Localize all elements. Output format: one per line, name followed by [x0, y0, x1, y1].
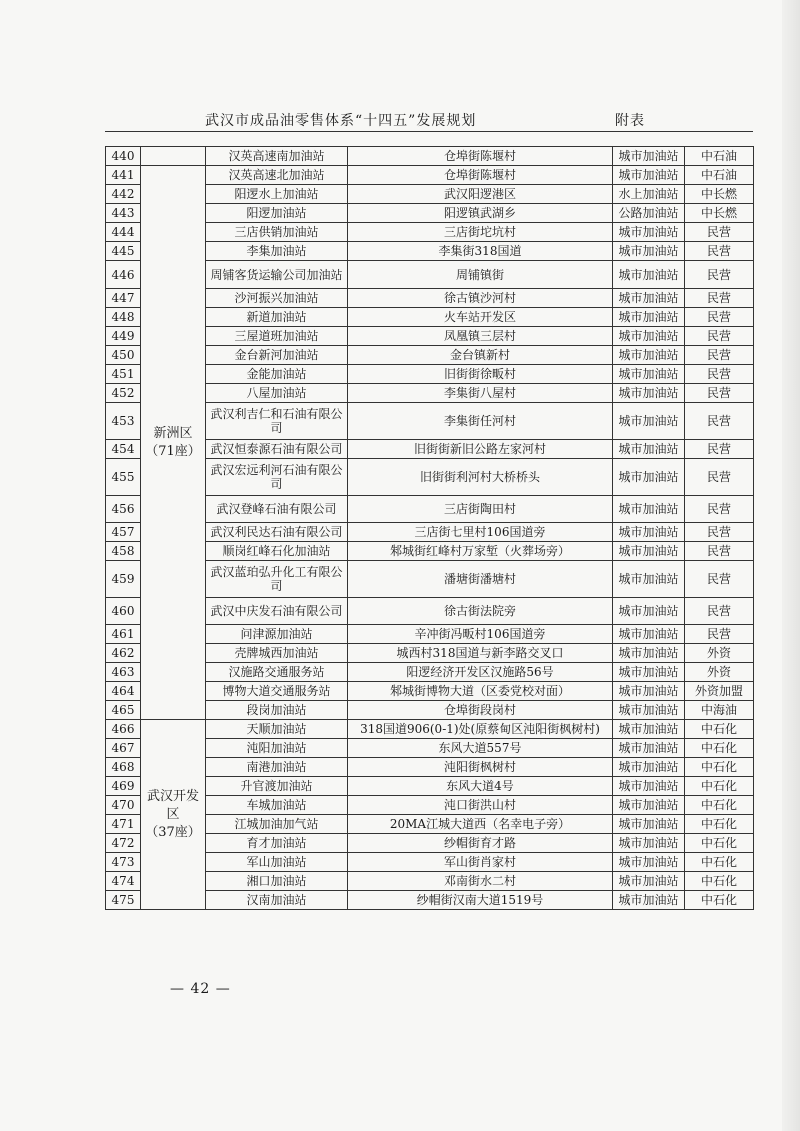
table-row: [106, 147, 754, 166]
region-station-count: （37座）: [145, 824, 201, 840]
row-number: 463: [106, 663, 141, 682]
document-title: 武汉市成品油零售体系“十四五”发展规划: [205, 113, 477, 129]
row-number: 443: [106, 204, 141, 223]
station-type: 城市加油站: [613, 796, 685, 815]
station-address: 武汉阳逻港区: [348, 185, 613, 204]
station-owner: 民营: [685, 327, 754, 346]
station-type: 城市加油站: [613, 777, 685, 796]
station-name: 武汉宏远利河石油有限公司: [206, 459, 348, 496]
row-number: 464: [106, 682, 141, 701]
station-owner: 中长燃: [685, 204, 754, 223]
station-type: 城市加油站: [613, 147, 685, 166]
station-owner: 中石化: [685, 777, 754, 796]
row-number: 473: [106, 853, 141, 872]
station-owner: 民营: [685, 403, 754, 440]
station-type: 城市加油站: [613, 242, 685, 261]
row-number: 468: [106, 758, 141, 777]
row-number: 457: [106, 523, 141, 542]
station-owner: 外资: [685, 663, 754, 682]
station-name: 三屋道班加油站: [206, 327, 348, 346]
station-name: 问津源加油站: [206, 625, 348, 644]
station-address: 阳逻镇武湖乡: [348, 204, 613, 223]
station-address: 东风大道4号: [348, 777, 613, 796]
station-address: 三店街坨坑村: [348, 223, 613, 242]
station-type: 城市加油站: [613, 308, 685, 327]
station-name: 段岗加油站: [206, 701, 348, 720]
row-number: 455: [106, 459, 141, 496]
station-type: 城市加油站: [613, 815, 685, 834]
station-address: 金台镇新村: [348, 346, 613, 365]
station-address: 仓埠街段岗村: [348, 701, 613, 720]
row-number: 451: [106, 365, 141, 384]
station-type: 城市加油站: [613, 327, 685, 346]
row-number: 475: [106, 891, 141, 910]
station-owner: 中石化: [685, 758, 754, 777]
station-name: 沌阳加油站: [206, 739, 348, 758]
gas-station-table: [105, 146, 754, 910]
station-type: 城市加油站: [613, 561, 685, 598]
station-owner: 中石油: [685, 147, 754, 166]
station-name: 湘口加油站: [206, 872, 348, 891]
station-type: 城市加油站: [613, 682, 685, 701]
station-name: 金台新河加油站: [206, 346, 348, 365]
station-type: 城市加油站: [613, 872, 685, 891]
station-name: 三店供销加油站: [206, 223, 348, 242]
station-owner: 中石化: [685, 815, 754, 834]
station-name: 汉英高速北加油站: [206, 166, 348, 185]
station-address: 20MA江城大道西（名幸电子旁）: [348, 815, 613, 834]
row-number: 444: [106, 223, 141, 242]
station-owner: 民营: [685, 242, 754, 261]
station-type: 城市加油站: [613, 758, 685, 777]
station-owner: 中石化: [685, 720, 754, 739]
row-number: 472: [106, 834, 141, 853]
station-type: 公路加油站: [613, 204, 685, 223]
table-row: [106, 166, 754, 185]
station-type: 城市加油站: [613, 663, 685, 682]
station-name: 武汉蓝珀弘升化工有限公司: [206, 561, 348, 598]
station-address: 仓埠街陈堰村: [348, 147, 613, 166]
station-address: 邾城街红峰村万家堑（火葬场旁）: [348, 542, 613, 561]
station-owner: 民营: [685, 440, 754, 459]
station-address: 凤凰镇三层村: [348, 327, 613, 346]
station-name: 南港加油站: [206, 758, 348, 777]
appendix-label: 附表: [615, 113, 645, 129]
station-address: 纱帽街汉南大道1519号: [348, 891, 613, 910]
region-cell: [141, 720, 206, 910]
station-owner: 民营: [685, 384, 754, 403]
station-type: 城市加油站: [613, 853, 685, 872]
station-name: 阳逻加油站: [206, 204, 348, 223]
row-number: 442: [106, 185, 141, 204]
station-type: 城市加油站: [613, 289, 685, 308]
station-owner: 外资: [685, 644, 754, 663]
station-address: 城西村318国道与新李路交叉口: [348, 644, 613, 663]
station-name: 武汉中庆发石油有限公司: [206, 598, 348, 625]
station-owner: 民营: [685, 365, 754, 384]
station-type: 城市加油站: [613, 166, 685, 185]
station-owner: 中石化: [685, 891, 754, 910]
station-owner: 民营: [685, 308, 754, 327]
station-type: 城市加油站: [613, 496, 685, 523]
station-address: 辛冲街冯畈村106国道旁: [348, 625, 613, 644]
station-name: 八屋加油站: [206, 384, 348, 403]
station-name: 新道加油站: [206, 308, 348, 327]
station-name: 育才加油站: [206, 834, 348, 853]
row-number: 456: [106, 496, 141, 523]
station-address: 仓埠街陈堰村: [348, 166, 613, 185]
station-owner: 民营: [685, 625, 754, 644]
station-name: 车城加油站: [206, 796, 348, 815]
station-name: 武汉利吉仁和石油有限公司: [206, 403, 348, 440]
station-type: 城市加油站: [613, 625, 685, 644]
row-number: 467: [106, 739, 141, 758]
row-number: 450: [106, 346, 141, 365]
station-address: 徐古街法院旁: [348, 598, 613, 625]
station-name: 李集加油站: [206, 242, 348, 261]
station-address: 火车站开发区: [348, 308, 613, 327]
station-name: 军山加油站: [206, 853, 348, 872]
station-owner: 民营: [685, 542, 754, 561]
station-name: 阳逻水上加油站: [206, 185, 348, 204]
row-number: 445: [106, 242, 141, 261]
station-address: 沌阳街枫树村: [348, 758, 613, 777]
station-owner: 民营: [685, 223, 754, 242]
row-number: 461: [106, 625, 141, 644]
station-address: 旧街街利河村大桥桥头: [348, 459, 613, 496]
station-owner: 中石化: [685, 739, 754, 758]
station-type: 城市加油站: [613, 403, 685, 440]
row-number: 452: [106, 384, 141, 403]
station-name: 博物大道交通服务站: [206, 682, 348, 701]
station-name: 武汉登峰石油有限公司: [206, 496, 348, 523]
station-type: 城市加油站: [613, 346, 685, 365]
station-address: 纱帽街育才路: [348, 834, 613, 853]
station-address: 邾城街博物大道（区委党校对面）: [348, 682, 613, 701]
station-address: 旧街街徐畈村: [348, 365, 613, 384]
station-address: 李集街318国道: [348, 242, 613, 261]
station-name: 汉南加油站: [206, 891, 348, 910]
row-number: 446: [106, 261, 141, 289]
region-cell-empty: [141, 147, 206, 166]
row-number: 460: [106, 598, 141, 625]
region-cell: [141, 166, 206, 720]
station-name: 武汉恒泰源石油有限公司: [206, 440, 348, 459]
station-address: 318国道906(0-1)处(原蔡甸区沌阳街枫树村): [348, 720, 613, 739]
page-header: [205, 110, 645, 130]
station-owner: 民营: [685, 459, 754, 496]
station-address: 旧街街新旧公路左家河村: [348, 440, 613, 459]
station-owner: 民营: [685, 346, 754, 365]
station-address: 阳逻经济开发区汉施路56号: [348, 663, 613, 682]
station-type: 城市加油站: [613, 523, 685, 542]
station-owner: 中石化: [685, 853, 754, 872]
station-name: 周铺客货运输公司加油站: [206, 261, 348, 289]
station-owner: 民营: [685, 496, 754, 523]
station-name: 汉英高速南加油站: [206, 147, 348, 166]
station-owner: 外资加盟: [685, 682, 754, 701]
row-number: 447: [106, 289, 141, 308]
station-type: 城市加油站: [613, 384, 685, 403]
station-type: 城市加油站: [613, 739, 685, 758]
row-number: 458: [106, 542, 141, 561]
station-owner: 中海油: [685, 701, 754, 720]
station-name: 汉施路交通服务站: [206, 663, 348, 682]
row-number: 466: [106, 720, 141, 739]
row-number: 448: [106, 308, 141, 327]
station-name: 金能加油站: [206, 365, 348, 384]
row-number: 453: [106, 403, 141, 440]
station-owner: 民营: [685, 561, 754, 598]
station-name: 升官渡加油站: [206, 777, 348, 796]
station-owner: 民营: [685, 598, 754, 625]
station-name: 壳牌城西加油站: [206, 644, 348, 663]
station-owner: 中石油: [685, 166, 754, 185]
station-address: 邓南街水二村: [348, 872, 613, 891]
row-number: 470: [106, 796, 141, 815]
station-address: 军山街肖家村: [348, 853, 613, 872]
station-address: 李集街八屋村: [348, 384, 613, 403]
table-body: [106, 147, 754, 910]
row-number: 459: [106, 561, 141, 598]
row-number: 441: [106, 166, 141, 185]
row-number: 471: [106, 815, 141, 834]
station-address: 周铺镇街: [348, 261, 613, 289]
station-owner: 中石化: [685, 834, 754, 853]
station-type: 城市加油站: [613, 891, 685, 910]
region-name: 新洲区: [153, 425, 193, 441]
station-type: 城市加油站: [613, 598, 685, 625]
row-number: 462: [106, 644, 141, 663]
row-number: 474: [106, 872, 141, 891]
station-name: 沙河振兴加油站: [206, 289, 348, 308]
station-type: 水上加油站: [613, 185, 685, 204]
row-number: 454: [106, 440, 141, 459]
station-address: 东风大道557号: [348, 739, 613, 758]
station-type: 城市加油站: [613, 542, 685, 561]
station-type: 城市加油站: [613, 720, 685, 739]
station-owner: 民营: [685, 523, 754, 542]
station-name: 武汉利民达石油有限公司: [206, 523, 348, 542]
station-owner: 民营: [685, 261, 754, 289]
station-address: 徐古镇沙河村: [348, 289, 613, 308]
station-address: 沌口街洪山村: [348, 796, 613, 815]
header-rule: [105, 131, 753, 132]
station-name: 天顺加油站: [206, 720, 348, 739]
row-number: 465: [106, 701, 141, 720]
station-type: 城市加油站: [613, 261, 685, 289]
station-type: 城市加油站: [613, 701, 685, 720]
region-station-count: （71座）: [145, 443, 201, 459]
station-type: 城市加油站: [613, 365, 685, 384]
station-name: 顺岗红峰石化加油站: [206, 542, 348, 561]
page-edge: [782, 0, 800, 1131]
table-row: [106, 720, 754, 739]
station-type: 城市加油站: [613, 459, 685, 496]
station-owner: 中石化: [685, 796, 754, 815]
page-number: — 42 —: [170, 981, 231, 997]
station-address: 三店街七里村106国道旁: [348, 523, 613, 542]
station-owner: 中长燃: [685, 185, 754, 204]
station-owner: 中石化: [685, 872, 754, 891]
station-address: 潘塘街潘塘村: [348, 561, 613, 598]
row-number: 469: [106, 777, 141, 796]
station-type: 城市加油站: [613, 644, 685, 663]
station-address: 三店街陶田村: [348, 496, 613, 523]
row-number: 449: [106, 327, 141, 346]
row-number: 440: [106, 147, 141, 166]
station-type: 城市加油站: [613, 440, 685, 459]
region-name: 武汉开发区: [146, 788, 199, 822]
station-address: 李集街任河村: [348, 403, 613, 440]
station-owner: 民营: [685, 289, 754, 308]
station-type: 城市加油站: [613, 834, 685, 853]
station-name: 江城加油加气站: [206, 815, 348, 834]
station-type: 城市加油站: [613, 223, 685, 242]
